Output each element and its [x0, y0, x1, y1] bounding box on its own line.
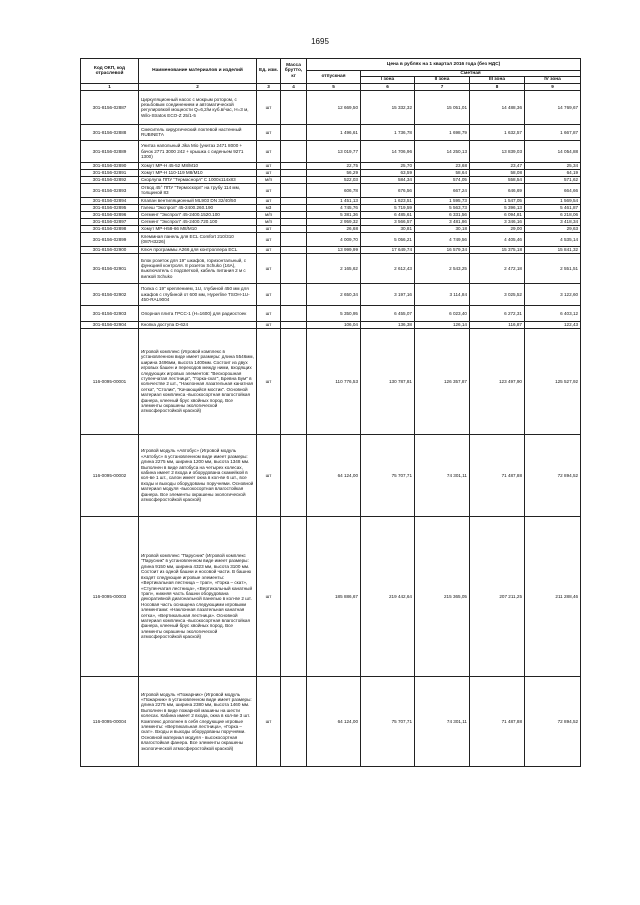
row-price-wholesale: 1 451,13 — [307, 197, 361, 204]
column-index: 1 — [81, 83, 139, 90]
row-code: 301-8156-02895 — [81, 204, 139, 211]
row-name: Игровой комплекс "Парусник" (Игровой комплекс "Парусник" в установленном виде имеет размеры: длина 9150 мм, ширина 4323 мм, высота 3100 мм. Состоит из одной башни и носовой части. В башню входят следующие игровые элементы: «Вертикальная лестница – трап», «Горка – скат», «Ступенчатая лестница», «Вертикальный канатный трап», нижняя часть башни оборудована декоративной диагональной панелью в кол-ве 2 шт. Носовая часть оснащена следующими игровыми элементами: «Наклонная лазательная канатная сетка», «Вертикальная лестница». Основной материал комплекса -высокосортная влагостойкая фанера, клееный брус хвойных пород. Все элементы окрашены экологической атмосферостойкой краской) — [139, 516, 257, 676]
row-name: Унитаз напольный Jika Mio (унитаз 2471 8000 + бачок 2771 3000 242 + крышка с сиденьем 9271 1300) — [139, 140, 257, 162]
row-name: Хомут МР-Н58-66 М8/М10 — [139, 225, 257, 232]
row-price-zone-2: 15 051,01 — [415, 90, 470, 124]
row-price-zone-2: 16 579,34 — [415, 246, 470, 253]
row-price-zone-3: 2 472,18 — [470, 253, 525, 283]
table-row — [81, 328, 581, 434]
row-price-zone-1: 14 706,96 — [361, 140, 415, 162]
row-price-zone-1: 6 455,07 — [361, 305, 415, 321]
row-price-wholesale: 606,78 — [307, 183, 361, 197]
row-name: Скорлупа ППУ "Термаснорл" С 1000х114х83 — [139, 176, 257, 183]
row-price-zone-3: 13 839,03 — [470, 140, 525, 162]
row-unit: м/п — [257, 218, 281, 225]
row-price-wholesale: 2 165,62 — [307, 253, 361, 283]
row-price-zone-2: 574,05 — [415, 176, 470, 183]
row-price-zone-2: 1 595,73 — [415, 197, 470, 204]
row-unit: м3 — [257, 204, 281, 211]
page-number: 1695 — [311, 37, 329, 46]
row-price-zone-4: 2 551,51 — [525, 253, 581, 283]
row-code: 116-0095-00003 — [81, 516, 139, 676]
row-mass — [281, 305, 307, 321]
table-row — [81, 211, 581, 218]
row-price-zone-2: 4 749,56 — [415, 232, 470, 246]
row-unit: шт — [257, 305, 281, 321]
row-name: Отвод 45° ППУ "Термоскорл" на трубу 114 мм, толщиной 83 — [139, 183, 257, 197]
row-price-zone-4: 1 569,54 — [525, 197, 581, 204]
table-row — [81, 246, 581, 253]
row-code: 116-0095-00001 — [81, 328, 139, 434]
table-row — [81, 169, 581, 176]
row-price-zone-3: 558,54 — [470, 176, 525, 183]
table-row — [81, 253, 581, 283]
row-mass — [281, 90, 307, 124]
column-index: 9 — [525, 83, 581, 90]
table-row — [81, 676, 581, 766]
row-name: Хомут МР-Н 110-119 М8/М10 — [139, 169, 257, 176]
row-price-zone-4: 122,43 — [525, 321, 581, 328]
row-price-zone-2: 74 301,11 — [415, 434, 470, 516]
row-price-zone-4: 1 667,87 — [525, 124, 581, 140]
row-price-wholesale: 5 350,95 — [307, 305, 361, 321]
row-name: Смеситель хирургический локтевой настенный RUBINETA — [139, 124, 257, 140]
row-price-zone-2: 2 543,25 — [415, 253, 470, 283]
row-price-zone-3: 3 025,52 — [470, 283, 525, 305]
table-row — [81, 204, 581, 211]
row-unit: шт — [257, 328, 281, 434]
table-row — [81, 305, 581, 321]
row-code: 301-8156-02887 — [81, 90, 139, 124]
row-price-zone-4: 4 535,14 — [525, 232, 581, 246]
row-price-zone-2: 23,68 — [415, 162, 470, 169]
row-price-zone-3: 6 272,31 — [470, 305, 525, 321]
row-price-zone-4: 211 288,46 — [525, 516, 581, 676]
row-price-zone-3: 23,47 — [470, 162, 525, 169]
row-mass — [281, 204, 307, 211]
row-code: 301-8156-02889 — [81, 140, 139, 162]
column-index: 3 — [257, 83, 281, 90]
row-mass — [281, 183, 307, 197]
row-mass — [281, 283, 307, 305]
row-price-zone-3: 116,87 — [470, 321, 525, 328]
row-price-wholesale: 522,03 — [307, 176, 361, 183]
table-row — [81, 183, 581, 197]
row-price-zone-1: 3 197,16 — [361, 283, 415, 305]
header-code: Код ОКП, код отраслевой — [81, 59, 139, 84]
row-name: Сегмент "Экспрол" 45-2400.1520.100 — [139, 211, 257, 218]
row-mass — [281, 176, 307, 183]
row-price-zone-3: 15 375,18 — [470, 246, 525, 253]
row-name: Сегмент "Экспрол" 45-2400.720.100 — [139, 218, 257, 225]
row-unit: шт — [257, 140, 281, 162]
row-code: 116-0095-00004 — [81, 676, 139, 766]
table-row — [81, 232, 581, 246]
row-code: 301-8156-02892 — [81, 176, 139, 183]
header-estimate: Сметная — [361, 71, 581, 77]
row-price-zone-4: 6 403,12 — [525, 305, 581, 321]
row-name: Игровой комплекс (Игровой комплекс в установленном виде имеет размеры: длина 5546мм, ширина 3496мм, высота 1400мм. Состоит из двух игровых башен и переходов между ними, входящих следующих игровых элементов: "Вескорошная ступенчатая лестница", "Горка-скат", Бревна Бум" в количестве 2 шт., "Наклонная лазательная канатная сетка", "Столик", "Качающийся мостик". Основной материал комплекса -высокосортная влагостойкая фанера, клееный брус хвойных пород. Все элементы окрашены экологической атмосферостойкой краской) — [139, 328, 257, 434]
row-price-wholesale: 185 886,67 — [307, 516, 361, 676]
row-price-zone-4: 29,63 — [525, 225, 581, 232]
row-code: 301-8156-02903 — [81, 305, 139, 321]
row-mass — [281, 169, 307, 176]
row-price-wholesale: 110 776,53 — [307, 328, 361, 434]
row-price-zone-1: 63,59 — [361, 169, 415, 176]
row-name: Ключ программы А266 для контроллера ECL — [139, 246, 257, 253]
row-price-zone-1: 2 612,43 — [361, 253, 415, 283]
row-unit: шт — [257, 90, 281, 124]
row-mass — [281, 253, 307, 283]
row-unit: м/п — [257, 211, 281, 218]
row-unit: шт — [257, 197, 281, 204]
row-price-zone-4: 664,66 — [525, 183, 581, 197]
row-price-zone-1: 75 707,71 — [361, 676, 415, 766]
row-code: 301-8156-02897 — [81, 218, 139, 225]
table-row — [81, 321, 581, 328]
header-unit: Ед. изм. — [257, 59, 281, 84]
row-code: 301-8156-02900 — [81, 246, 139, 253]
row-mass — [281, 328, 307, 434]
header-zone-3: III зона — [470, 77, 525, 83]
row-price-zone-1: 136,38 — [361, 321, 415, 328]
row-price-zone-3: 29,00 — [470, 225, 525, 232]
header-mass: Масса брутто, кг — [281, 59, 307, 84]
header-price-title: Цена в рублях на 1 квартал 2016 года (без НДС) — [307, 59, 581, 71]
table-row — [81, 197, 581, 204]
row-code: 301-8156-02902 — [81, 283, 139, 305]
table-row — [81, 140, 581, 162]
row-name: Опорная плита ГРСС-1 (Н=1600) для радиостоек — [139, 305, 257, 321]
row-price-zone-4: 6 218,06 — [525, 211, 581, 218]
row-mass — [281, 434, 307, 516]
row-name: Игровой модуль «Автобус» (Игровой модуль «Автобус» в установленном виде имеет размеры: длина 2275 мм, ширина 1200 мм, высота 1348 мм. Выполнен в виде автобуса на четырех колесах, кабина имеет 2 входа и оборудована скамейкой в кол-ве 1 шт., салон имеет окна в кол-ве 6 шт., все входы и выходы оборудованы поручнями. Основной материал модуля -высокосортная влагостойкая фанера. Все элементы окрашены экологической атмосферостойкой краской) — [139, 434, 257, 516]
row-price-wholesale: 13 019,77 — [307, 140, 361, 162]
row-price-zone-2: 1 698,79 — [415, 124, 470, 140]
header-zone-2: II зона — [415, 77, 470, 83]
row-code: 116-0095-00002 — [81, 434, 139, 516]
row-price-zone-4: 64,19 — [525, 169, 581, 176]
table-row — [81, 225, 581, 232]
row-unit: шт — [257, 434, 281, 516]
row-price-zone-1: 75 707,71 — [361, 434, 415, 516]
row-price-wholesale: 106,04 — [307, 321, 361, 328]
row-price-zone-4: 3 122,60 — [525, 283, 581, 305]
row-name: Клеммная панель для ECL Comfort 210/310 (087Н3226) — [139, 232, 257, 246]
row-price-wholesale: 13 999,99 — [307, 246, 361, 253]
row-price-zone-1: 130 787,81 — [361, 328, 415, 434]
row-price-wholesale: 22,75 — [307, 162, 361, 169]
row-unit: шт — [257, 162, 281, 169]
row-price-zone-4: 571,62 — [525, 176, 581, 183]
row-unit: м/п — [257, 176, 281, 183]
row-price-zone-1: 15 332,32 — [361, 90, 415, 124]
header-zone-4: IV зона — [525, 77, 581, 83]
row-mass — [281, 676, 307, 766]
row-price-wholesale: 4 009,70 — [307, 232, 361, 246]
row-code: 301-8156-02901 — [81, 253, 139, 283]
row-price-zone-2: 3 481,86 — [415, 218, 470, 225]
row-unit: шт — [257, 321, 281, 328]
row-mass — [281, 140, 307, 162]
table-row — [81, 176, 581, 183]
row-price-zone-3: 646,69 — [470, 183, 525, 197]
row-name: Хомут МР-Н 45-52 М8/М10 — [139, 162, 257, 169]
row-price-zone-2: 126,14 — [415, 321, 470, 328]
row-mass — [281, 211, 307, 218]
row-price-zone-1: 6 485,61 — [361, 211, 415, 218]
table-row — [81, 516, 581, 676]
row-code: 301-8156-02888 — [81, 124, 139, 140]
column-index: 4 — [281, 83, 307, 90]
row-price-zone-2: 30,18 — [415, 225, 470, 232]
row-price-zone-3: 1 547,05 — [470, 197, 525, 204]
row-price-zone-2: 3 114,84 — [415, 283, 470, 305]
row-name: Игровой модуль «Пожарник» (Игровой модуль «Пожарник» в установленном виде имеет размеры: длина 2275 мм, ширина 2380 мм, высота 1460 мм. Выполнен в виде пожарной машины на шести колесах. Кабина имеет 2 входа, окна в кол-ве 3 шт. Комплекс дополнен в себя следующие игровые элементы: «Вертикальная лестница», «Горка – скат». Входы и выходы оборудованы поручнями. Основной материал модуля - высокосортная влагостойкая фанера. Все элементы окрашены экологической атмосферостойкой краской) — [139, 676, 257, 766]
row-price-wholesale: 26,68 — [307, 225, 361, 232]
row-price-zone-4: 14 054,88 — [525, 140, 581, 162]
row-price-zone-4: 25,34 — [525, 162, 581, 169]
row-price-zone-1: 17 649,74 — [361, 246, 415, 253]
row-price-wholesale: 64 124,00 — [307, 434, 361, 516]
row-price-wholesale: 1 496,61 — [307, 124, 361, 140]
row-price-zone-3: 71 487,88 — [470, 434, 525, 516]
row-code: 301-8156-02904 — [81, 321, 139, 328]
row-price-zone-3: 123 497,90 — [470, 328, 525, 434]
row-code: 301-8156-02896 — [81, 211, 139, 218]
row-unit: шт — [257, 516, 281, 676]
row-name: Блок розеток для 19" шкафов, горизонтальный, с функцией контроля. 8 розеток Schuko (16А), выключатель с подсветкой, кабель питания 2 м с вилкой Schuko — [139, 253, 257, 283]
row-unit: шт — [257, 253, 281, 283]
row-unit: шт — [257, 676, 281, 766]
row-price-zone-4: 15 841,32 — [525, 246, 581, 253]
row-name: Полка с 19" креплением, 1U, глубиной 450 мм для шкафов с глубиной от 600 мм, Hyperline TSOH-1U-450-RAL9004 — [139, 283, 257, 305]
row-price-zone-3: 58,08 — [470, 169, 525, 176]
row-price-wholesale: 4 745,76 — [307, 204, 361, 211]
row-mass — [281, 197, 307, 204]
row-code: 301-8156-02893 — [81, 183, 139, 197]
row-code: 301-8156-02894 — [81, 197, 139, 204]
column-index: 7 — [415, 83, 470, 90]
row-mass — [281, 225, 307, 232]
price-table — [80, 58, 581, 767]
row-mass — [281, 162, 307, 169]
row-price-zone-3: 5 396,13 — [470, 204, 525, 211]
row-mass — [281, 124, 307, 140]
row-mass — [281, 232, 307, 246]
table-row — [81, 434, 581, 516]
row-name: Циркуляционный насос с мокрым ротором, с резьбовым соединением и автоматической регулировкой мощности Q=6,2/м куб.в/час, Н=3 м, Wilo-Stratos ECO-Z 25/1-5 — [139, 90, 257, 124]
header-name: Наименование материалов и изделий — [139, 59, 257, 84]
row-price-zone-1: 676,56 — [361, 183, 415, 197]
row-price-zone-2: 74 301,11 — [415, 676, 470, 766]
row-price-zone-1: 25,70 — [361, 162, 415, 169]
row-unit: шт — [257, 232, 281, 246]
row-price-zone-4: 14 769,67 — [525, 90, 581, 124]
row-unit: шт — [257, 225, 281, 232]
header-wholesale: отпускная — [307, 71, 361, 84]
row-price-wholesale: 64 124,00 — [307, 676, 361, 766]
row-code: 301-8156-02890 — [81, 162, 139, 169]
row-unit: шт — [257, 283, 281, 305]
row-price-zone-4: 125 527,92 — [525, 328, 581, 434]
row-price-zone-1: 1 623,51 — [361, 197, 415, 204]
row-name: Галеш "Экспрол" 45-2400.260.190 — [139, 204, 257, 211]
column-index-row — [81, 83, 581, 90]
row-code: 301-8156-02899 — [81, 232, 139, 246]
table-body — [81, 90, 581, 766]
header-zone-1: I зона — [361, 77, 415, 83]
table-row — [81, 162, 581, 169]
row-mass — [281, 246, 307, 253]
row-price-zone-1: 584,34 — [361, 176, 415, 183]
row-price-zone-3: 6 094,81 — [470, 211, 525, 218]
row-price-zone-1: 5 719,59 — [361, 204, 415, 211]
column-index: 6 — [361, 83, 415, 90]
row-code: 301-8156-02898 — [81, 225, 139, 232]
row-price-zone-2: 667,24 — [415, 183, 470, 197]
row-price-zone-2: 126 357,87 — [415, 328, 470, 434]
row-price-zone-3: 14 488,36 — [470, 90, 525, 124]
row-price-zone-3: 1 632,57 — [470, 124, 525, 140]
row-code: 301-8156-02891 — [81, 169, 139, 176]
row-price-zone-2: 14 250,13 — [415, 140, 470, 162]
row-price-zone-4: 72 894,52 — [525, 434, 581, 516]
row-mass — [281, 321, 307, 328]
row-price-wholesale: 5 381,36 — [307, 211, 361, 218]
row-price-zone-2: 215 365,05 — [415, 516, 470, 676]
row-mass — [281, 218, 307, 225]
row-mass — [281, 516, 307, 676]
row-price-zone-1: 30,81 — [361, 225, 415, 232]
column-index: 8 — [470, 83, 525, 90]
row-price-zone-1: 3 566,57 — [361, 218, 415, 225]
row-unit: шт — [257, 169, 281, 176]
row-price-zone-1: 5 056,21 — [361, 232, 415, 246]
row-price-zone-3: 3 346,16 — [470, 218, 525, 225]
row-price-zone-2: 6 023,40 — [415, 305, 470, 321]
row-unit: шт — [257, 124, 281, 140]
row-price-zone-4: 72 894,52 — [525, 676, 581, 766]
column-index: 2 — [139, 83, 257, 90]
column-index: 5 — [307, 83, 361, 90]
row-price-wholesale: 2 650,34 — [307, 283, 361, 305]
row-price-zone-1: 1 736,78 — [361, 124, 415, 140]
row-price-zone-3: 207 211,25 — [470, 516, 525, 676]
row-price-zone-3: 4 405,46 — [470, 232, 525, 246]
row-price-zone-2: 5 563,73 — [415, 204, 470, 211]
row-price-zone-3: 71 487,88 — [470, 676, 525, 766]
row-price-zone-1: 219 442,64 — [361, 516, 415, 676]
row-price-zone-4: 5 461,87 — [525, 204, 581, 211]
row-unit: шт — [257, 183, 281, 197]
row-price-zone-2: 58,64 — [415, 169, 470, 176]
row-price-wholesale: 56,29 — [307, 169, 361, 176]
table-row — [81, 218, 581, 225]
table-row — [81, 90, 581, 124]
row-price-zone-4: 3 418,34 — [525, 218, 581, 225]
table-row — [81, 124, 581, 140]
row-price-zone-2: 6 331,56 — [415, 211, 470, 218]
table-row — [81, 283, 581, 305]
row-price-wholesale: 2 959,32 — [307, 218, 361, 225]
row-unit: шт — [257, 246, 281, 253]
row-name: Кнопка доступа D-624 — [139, 321, 257, 328]
row-price-wholesale: 12 669,50 — [307, 90, 361, 124]
row-name: Клапан вентиляционный МL903 DN 32/40/50 — [139, 197, 257, 204]
